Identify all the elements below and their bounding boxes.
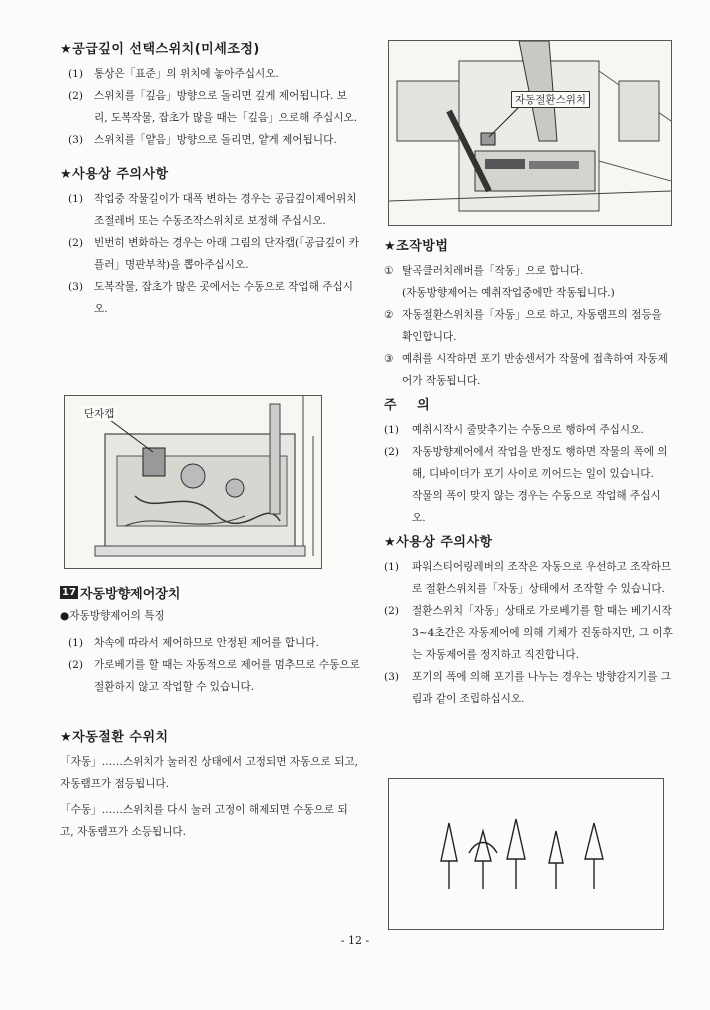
terminal-cap-figure <box>64 395 322 569</box>
section-title-auto-switch: ★자동절환 수위치 <box>60 730 169 745</box>
list-item: (1) 차속에 따라서 제어하므로 안정된 제어를 합니다. <box>68 637 319 649</box>
section-title-auto-direction <box>60 583 360 602</box>
list-item: (2) 가로베기를 할 때는 자동적으로 제어를 멈추므로 수동으로 절환하지 않고 작업할 수 있습니다. <box>68 659 360 693</box>
features-list <box>60 632 360 698</box>
direction-sensor-illustration <box>389 779 663 929</box>
list-item: (1) 예취시작시 줄맞추기는 수동으로 행하여 주십시오. <box>384 424 644 436</box>
section-title-cautions: ★사용상 주의사항 <box>60 167 169 182</box>
section-number-badge: 17 <box>62 587 76 598</box>
left-column <box>60 38 360 320</box>
list-item: (2) 빈번히 변화하는 경우는 아래 그림의 단자캡(「공급깊이 카플러」명판부착)을 뽑아주십시오. <box>68 237 360 271</box>
list-item: (1) 작업중 작물길이가 대폭 변하는 경우는 공급깊이제어위치 조절레버 또는 수동조작스위치로 보정해 주십시오. <box>68 193 357 227</box>
features-heading: ●자동방향제어의 특징 <box>60 610 165 622</box>
terminal-cap-label: 단자캡 <box>81 406 117 421</box>
section-title-supply-depth: ★공급깊이 선택스위치(미세조정) <box>60 42 260 57</box>
list-item: (3) 스위치를「얕음」방향으로 돌리면, 얕게 제어됩니다. <box>68 134 337 146</box>
direction-sensor-figure <box>388 778 664 930</box>
mode-manual-text: 「수동」……스위치를 다시 눌러 고정이 해제되면 수동으로 되고, 자동램프가 소등됩니다. <box>60 804 348 838</box>
list-item: 작물의 폭이 맞지 않는 경우는 수동으로 작업해 주십시오. <box>412 490 661 524</box>
usage-cautions-list <box>384 556 674 710</box>
supply-depth-list <box>60 63 360 151</box>
mode-auto-text: 「자동」……스위치가 눌러진 상태에서 고정되면 자동으로 되고, 자동램프가 점등됩니다. <box>60 756 358 790</box>
auto-switch-figure <box>388 40 672 226</box>
list-item: (3) 도복작물, 잡초가 많은 곳에서는 수동으로 작업해 주십시오. <box>68 281 353 315</box>
cautions-list <box>60 188 360 320</box>
auto-switch-illustration <box>389 41 671 225</box>
list-item: (1) 통상은「표준」의 위치에 놓아주십시오. <box>68 68 279 80</box>
page-number: - 12 - <box>340 934 370 947</box>
left-lower-column <box>60 583 360 843</box>
list-item: ① 탈곡클러치레버를「작동」으로 합니다. <box>384 265 584 277</box>
operation-list <box>384 260 674 392</box>
switch-modes <box>60 751 360 843</box>
list-item: (3) 포기의 폭에 의해 포기를 나누는 경우는 방향감지기를 그림과 같이 조립하십시오. <box>384 671 671 705</box>
list-item: (1) 파워스티어링레버의 조작은 자동으로 우선하고 조작하므로 절환스위치를「자동」상태에서 조작할 수 있습니다. <box>384 561 672 595</box>
list-item: (자동방향제어는 예취작업중에만 작동됩니다.) <box>402 287 615 299</box>
auto-switch-label: 자동절환스위치 <box>511 91 590 108</box>
list-item: ② 자동절환스위치를「자동」으로 하고, 자동램프의 점등을 확인합니다. <box>384 309 662 343</box>
list-item: (2) 스위치를「깊음」방향으로 돌리면 깊게 제어됩니다. 보리, 도복작물, 잡초가 많을 때는「깊음」으로해 주십시오. <box>68 90 358 124</box>
caution-list <box>384 419 674 529</box>
section-title-text: 자동방향제어장치 <box>79 587 181 602</box>
list-item: ③ 예취를 시작하면 포기 반송센서가 작물에 접촉하여 자동제어가 작동됩니다. <box>384 353 668 387</box>
list-item: (2) 자동방향제어에서 작업을 반정도 행하면 작물의 폭에 의해, 디바이더가 포기 사이로 끼어드는 일이 있습니다. <box>384 446 668 480</box>
right-column <box>384 235 674 710</box>
section-title-usage-cautions: ★사용상 주의사항 <box>384 535 493 550</box>
terminal-cap-illustration <box>65 396 321 568</box>
list-item: (2) 절환스위치「자동」상태로 가로베기를 할 때는 베기시작 3~4초간은 자동제어에 의해 기체가 진동하지만, 그 이후는 자동제어를 정지하고 직진합니다. <box>384 605 673 661</box>
section-title-caution: 주 의 <box>384 398 431 413</box>
section-title-operation: ★조작방법 <box>384 239 449 254</box>
